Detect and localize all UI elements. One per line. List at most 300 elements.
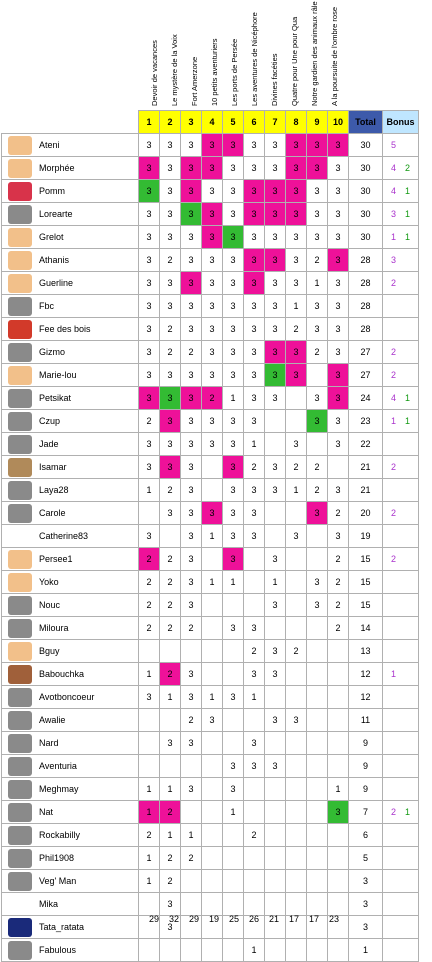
score-cell: 2 [307,341,328,364]
score-cell: 2 [160,479,181,502]
score-cell: 3 [181,272,202,295]
table-row [2,663,419,686]
score-cell: 3 [328,203,349,226]
score-cell [307,686,328,709]
bonus-cell [383,571,419,594]
score-cell [223,732,244,755]
score-cell [328,939,349,962]
bonus-cell [383,134,419,157]
score-cell [202,479,223,502]
score-cell: 2 [160,548,181,571]
score-cell: 3 [223,433,244,456]
column-count: 17 [288,914,299,924]
score-cell: 2 [244,824,265,847]
score-cell: 3 [160,387,181,410]
score-cell: 3 [160,502,181,525]
player-name: Veg' Man [37,870,139,893]
score-cell: 3 [244,502,265,525]
score-cell: 3 [160,226,181,249]
score-cell [244,847,265,870]
column-count: 29 [188,914,199,924]
score-cell: 2 [139,571,160,594]
score-cell [286,571,307,594]
column-count: 29 [148,914,159,924]
score-cell: 1 [307,272,328,295]
score-cell: 3 [328,295,349,318]
column-count: 19 [208,914,219,924]
score-cell: 1 [160,778,181,801]
column-count: 25 [228,914,239,924]
score-cell: 3 [160,410,181,433]
score-cell: 3 [202,364,223,387]
table-row [2,502,419,525]
bonus-extra-value: 1 [404,416,410,426]
score-cell [307,778,328,801]
total-cell: 3 [349,916,383,939]
bonus-cell [383,732,419,755]
photo-avatar-icon [8,803,32,822]
table-row [2,594,419,617]
table-row [2,479,419,502]
bonus-value: 4 [390,186,396,196]
bonus-value: 2 [390,508,396,518]
score-cell: 3 [223,249,244,272]
total-cell: 15 [349,548,383,571]
score-cell: 1 [265,571,286,594]
score-cell: 3 [244,387,265,410]
column-number: 8 [286,111,307,134]
score-cell: 3 [202,502,223,525]
score-cell: 3 [181,203,202,226]
score-cell [307,433,328,456]
player-name: Persee1 [37,548,139,571]
table-row [2,778,419,801]
score-cell: 3 [328,134,349,157]
score-cell: 3 [160,456,181,479]
avatar-cell [2,640,38,663]
total-cell: 13 [349,640,383,663]
score-cell [139,893,160,916]
photo-avatar-icon [8,504,32,523]
score-cell [286,870,307,893]
score-cell [139,939,160,962]
score-cell [181,870,202,893]
column-count: 32 [168,914,179,924]
table-row [2,571,419,594]
score-cell: 3 [265,709,286,732]
score-cell: 2 [139,824,160,847]
bonus-cell [383,663,419,686]
score-cell [202,755,223,778]
score-cell: 3 [181,778,202,801]
table-row [2,249,419,272]
score-cell [181,640,202,663]
score-cell: 3 [223,617,244,640]
score-cell: 3 [181,249,202,272]
column-title-text: Devoir de vacances [150,40,159,106]
table-row [2,410,419,433]
player-name: Fbc [37,295,139,318]
score-cell [202,663,223,686]
score-cell: 2 [307,249,328,272]
score-cell: 3 [139,318,160,341]
score-cell [244,571,265,594]
table-row [2,226,419,249]
score-cell [202,801,223,824]
player-name: Isamar [37,456,139,479]
score-cell: 3 [244,617,265,640]
score-cell: 3 [307,387,328,410]
score-cell: 3 [307,295,328,318]
column-title [188,0,200,108]
score-cell: 3 [139,249,160,272]
player-name: Rockabilly [37,824,139,847]
column-title-text: Notre gardien des animaux râle [310,1,319,106]
avatar-cell [2,939,38,962]
avatar-cell [2,157,38,180]
score-cell [160,640,181,663]
player-name: Catherine83 [37,525,139,548]
score-cell: 3 [181,433,202,456]
table-row [2,686,419,709]
score-cell: 3 [307,180,328,203]
score-cell: 1 [139,479,160,502]
photo-avatar-icon [8,688,32,707]
avatar-cell [2,318,38,341]
avatar-cell [2,341,38,364]
total-cell: 21 [349,456,383,479]
score-cell [223,663,244,686]
avatar-cell [2,824,38,847]
score-cell: 3 [139,226,160,249]
header-blank [2,111,38,134]
player-name: Fabulous [37,939,139,962]
score-cell: 3 [181,318,202,341]
table-row [2,939,419,962]
score-cell [286,824,307,847]
score-cell: 3 [181,410,202,433]
avatar-cell [2,387,38,410]
score-cell [181,801,202,824]
score-cell: 3 [265,364,286,387]
player-name: Ateni [37,134,139,157]
score-cell: 3 [202,226,223,249]
score-cell: 3 [223,525,244,548]
score-cell: 3 [202,180,223,203]
player-name: Nouc [37,594,139,617]
player-name: Athanis [37,249,139,272]
score-cell: 3 [223,134,244,157]
score-cell [328,732,349,755]
score-cell: 3 [139,272,160,295]
photo-avatar-icon [8,297,32,316]
score-cell [286,732,307,755]
score-cell: 3 [139,134,160,157]
column-count: 26 [248,914,259,924]
score-cell [265,617,286,640]
score-cell: 3 [139,295,160,318]
score-cell: 3 [139,456,160,479]
score-cell: 3 [307,410,328,433]
score-cell: 3 [181,571,202,594]
score-cell: 3 [286,180,307,203]
player-name: Nard [37,732,139,755]
score-cell: 3 [202,249,223,272]
score-cell: 3 [286,203,307,226]
score-cell: 3 [223,203,244,226]
total-cell: 28 [349,318,383,341]
score-cell [244,778,265,801]
column-number: 6 [244,111,265,134]
bonus-extra-value: 1 [404,807,410,817]
table-row [2,295,419,318]
bonus-cell [383,548,419,571]
score-cell: 3 [202,157,223,180]
score-cell: 3 [160,433,181,456]
score-cell: 3 [265,663,286,686]
column-number: 1 [139,111,160,134]
total-cell: 9 [349,755,383,778]
score-cell: 3 [328,364,349,387]
bonus-cell [383,893,419,916]
avatar-cell [2,479,38,502]
score-cell: 2 [160,801,181,824]
score-cell: 3 [244,157,265,180]
score-cell [328,824,349,847]
photo-avatar-icon [8,711,32,730]
score-cell: 3 [286,364,307,387]
table-row [2,847,419,870]
score-cell [286,686,307,709]
score-cell: 3 [265,387,286,410]
score-cell: 3 [307,226,328,249]
score-cell [286,778,307,801]
total-cell: 3 [349,893,383,916]
score-cell [139,732,160,755]
score-cell: 3 [244,364,265,387]
photo-avatar-icon [8,435,32,454]
score-cell: 1 [202,525,223,548]
score-cell [223,640,244,663]
score-cell: 3 [286,134,307,157]
photo-avatar-icon [8,734,32,753]
photo-avatar-icon [8,619,32,638]
score-cell: 1 [202,686,223,709]
table-row [2,456,419,479]
player-name: Awalie [37,709,139,732]
avatar-cell [2,755,38,778]
score-cell: 3 [223,686,244,709]
score-cell: 3 [328,341,349,364]
player-name: Pomm [37,180,139,203]
score-cell [286,893,307,916]
column-title [168,0,180,108]
score-cell [307,732,328,755]
score-cell [307,755,328,778]
score-cell [265,939,286,962]
bonus-value: 2 [390,807,396,817]
bonus-value: 2 [390,462,396,472]
score-cell: 2 [181,617,202,640]
score-cell [328,686,349,709]
total-cell: 14 [349,617,383,640]
score-cell: 1 [328,778,349,801]
bonus-value: 1 [390,416,396,426]
score-cell: 3 [307,571,328,594]
score-cell: 2 [181,847,202,870]
column-title-text: A la poursuite de l'ombre rose [330,7,339,106]
total-cell: 30 [349,157,383,180]
column-title [248,0,260,108]
score-cell [202,617,223,640]
cartoon-character-icon [8,274,32,293]
score-cell [181,893,202,916]
cartoon-character-icon [8,573,32,592]
player-name: Yoko [37,571,139,594]
score-cell: 3 [139,157,160,180]
score-cell: 3 [223,456,244,479]
score-cell [139,502,160,525]
bonus-value: 2 [390,370,396,380]
emblem-icon [8,320,32,339]
avatar-cell [2,410,38,433]
score-cell: 2 [160,571,181,594]
score-cell [244,709,265,732]
score-cell [223,594,244,617]
score-cell [223,847,244,870]
score-cell: 3 [181,180,202,203]
column-title [308,0,320,108]
column-count: 21 [268,914,279,924]
table-row [2,870,419,893]
total-cell: 23 [349,410,383,433]
score-cell: 3 [328,801,349,824]
score-cell [244,870,265,893]
player-name: Lorearte [37,203,139,226]
score-cell [265,778,286,801]
score-cell [202,594,223,617]
score-cell: 1 [139,847,160,870]
total-cell: 27 [349,341,383,364]
score-cell [286,939,307,962]
cartoon-character-icon [8,251,32,270]
score-cell [244,893,265,916]
score-cell: 3 [223,341,244,364]
score-cell: 2 [244,456,265,479]
bonus-cell [383,249,419,272]
score-cell: 2 [286,640,307,663]
score-cell: 3 [328,525,349,548]
score-cell [160,525,181,548]
score-cell [307,939,328,962]
score-cell: 1 [139,663,160,686]
photo-avatar-icon [8,849,32,868]
score-cell: 3 [202,295,223,318]
score-cell: 3 [223,755,244,778]
score-cell: 2 [286,456,307,479]
bonus-extra-value: 1 [404,209,410,219]
score-cell: 3 [223,410,244,433]
table-row [2,755,419,778]
total-header: Total [349,111,383,134]
score-cell [223,870,244,893]
cartoon-character-icon [8,366,32,385]
score-cell [265,824,286,847]
score-cell: 3 [244,755,265,778]
bonus-cell [383,709,419,732]
score-cell: 3 [139,203,160,226]
score-cell: 3 [223,295,244,318]
player-name: Morphée [37,157,139,180]
player-name: Marie-lou [37,364,139,387]
bonus-extra-value: 1 [404,186,410,196]
score-cell: 3 [265,249,286,272]
score-cell: 3 [223,502,244,525]
avatar-cell [2,594,38,617]
bonus-cell [383,295,419,318]
score-cell: 3 [160,134,181,157]
score-cell: 2 [244,640,265,663]
total-cell: 15 [349,594,383,617]
player-name: Bguy [37,640,139,663]
score-cell: 1 [160,824,181,847]
score-cell: 3 [223,479,244,502]
score-cell: 3 [244,410,265,433]
score-cell [307,364,328,387]
score-cell: 1 [139,801,160,824]
score-cell [223,893,244,916]
score-cell [328,709,349,732]
column-title-text: Les ports de Persée [230,38,239,106]
score-cell: 3 [286,525,307,548]
score-cell [139,709,160,732]
score-cell: 1 [286,479,307,502]
score-cell: 3 [160,732,181,755]
score-cell: 3 [160,203,181,226]
score-cell [139,640,160,663]
total-cell: 11 [349,709,383,732]
score-cell [307,893,328,916]
score-cell: 3 [265,226,286,249]
table-row [2,272,419,295]
column-counts-row [0,914,432,928]
avatar-cell [2,249,38,272]
score-cell: 2 [139,594,160,617]
bonus-cell [383,364,419,387]
avatar-cell [2,272,38,295]
bonus-cell [383,617,419,640]
bonus-cell [383,755,419,778]
score-cell: 3 [244,272,265,295]
total-cell: 24 [349,387,383,410]
avatar-cell [2,663,38,686]
total-cell: 15 [349,571,383,594]
score-cell [286,548,307,571]
score-cell: 3 [181,686,202,709]
column-title-text: Divines facéties [270,53,279,106]
bonus-value: 2 [390,554,396,564]
score-cell: 1 [286,295,307,318]
score-cell [202,824,223,847]
score-cell: 3 [181,732,202,755]
score-cell: 3 [181,295,202,318]
dolls-icon [8,665,32,684]
score-cell [265,410,286,433]
score-cell: 2 [160,617,181,640]
score-cell: 3 [181,594,202,617]
table-row [2,801,419,824]
score-cell [202,870,223,893]
